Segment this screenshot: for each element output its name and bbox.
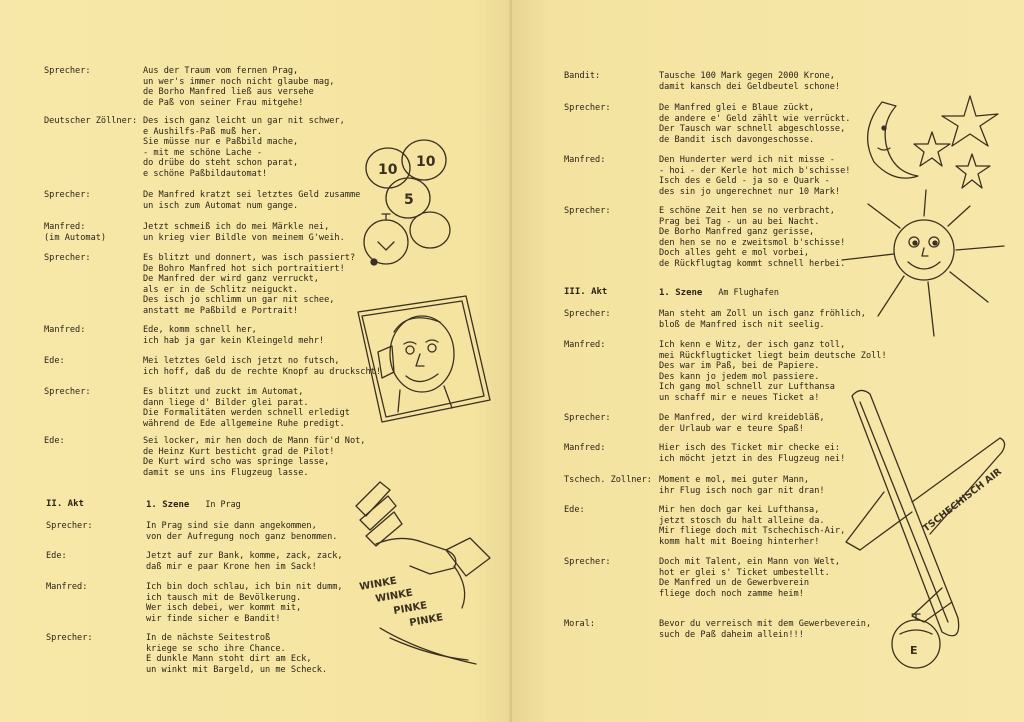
verse-line: - mit me schöne Lache - bbox=[143, 147, 262, 158]
verse-line: de Paß von seiner Frau mitgehe! bbox=[143, 97, 304, 108]
speaker-line: Manfred: bbox=[44, 325, 86, 335]
verse-line: In Prag sind sie dann angekommen, bbox=[146, 521, 317, 531]
speaker-line: Ede: bbox=[44, 356, 65, 366]
speaker-line: Ede: bbox=[46, 551, 67, 561]
speaker-line: Manfred: bbox=[564, 443, 606, 453]
verse-line: hot er glei s' Ticket umbestellt. bbox=[659, 567, 830, 578]
speaker-label bbox=[564, 413, 611, 424]
verse-line: Doch alles geht e mol vorbei, bbox=[659, 248, 810, 259]
drawing-caption: WINKE bbox=[374, 587, 414, 605]
verse-block bbox=[143, 387, 350, 429]
act-2-scene bbox=[146, 499, 241, 510]
verse-block bbox=[143, 253, 355, 317]
act-3-scene bbox=[659, 287, 779, 298]
speaker-line: Ede: bbox=[564, 505, 585, 515]
speaker-label bbox=[44, 387, 91, 398]
speaker-label bbox=[564, 103, 611, 114]
speaker-line: Moral: bbox=[564, 619, 596, 629]
verse-line: E dunkle Mann stoht dirt am Eck, bbox=[146, 654, 312, 665]
speaker-label bbox=[564, 505, 585, 516]
speaker-line: Sprecher: bbox=[564, 103, 611, 113]
speaker-label bbox=[44, 436, 65, 447]
speaker-line: Tschech. Zollner: bbox=[564, 475, 652, 485]
speaker-label bbox=[564, 340, 605, 351]
verse-block bbox=[143, 222, 345, 243]
speaker-label bbox=[564, 309, 611, 320]
verse-line: Jetzt schmeiß ich do mei Märkle nei, bbox=[143, 222, 330, 232]
verse-line: de Heinz Kurt besticht grad de Pilot! bbox=[143, 446, 335, 457]
verse-line: e Aushilfs-Paß muß her. bbox=[143, 126, 262, 137]
drawing-caption: PINKE bbox=[408, 612, 445, 629]
coin-label: 5 bbox=[404, 192, 414, 208]
speaker-label bbox=[46, 582, 87, 593]
verse-block bbox=[659, 103, 850, 145]
verse-line: Den Hunderter werd ich nit misse - bbox=[659, 155, 835, 165]
verse-line: Ich bin doch schlau, ich bin nit dumm, bbox=[146, 582, 343, 592]
speaker-line: Sprecher: bbox=[44, 253, 91, 263]
verse-block bbox=[659, 557, 840, 599]
act-2-heading: II. Akt bbox=[46, 499, 84, 509]
verse-line: In de nächste Seitestroß bbox=[146, 633, 271, 643]
speaker-label bbox=[564, 71, 600, 82]
speaker-line: Sprecher: bbox=[44, 190, 91, 200]
verse-line: den hen se no e zweitsmol b'schisse! bbox=[659, 237, 846, 248]
scene-place: In Prag bbox=[205, 499, 241, 509]
speaker-line: (im Automat) bbox=[44, 232, 107, 243]
speaker-label bbox=[564, 206, 611, 217]
verse-block bbox=[659, 475, 825, 496]
speaker-label bbox=[564, 557, 611, 568]
verse-line: des sin jo ungerechnet nur 10 Mark! bbox=[659, 186, 841, 197]
verse-block bbox=[659, 413, 825, 434]
verse-line: jetzt stosch du halt alleine da. bbox=[659, 515, 825, 526]
speaker-label bbox=[564, 619, 595, 630]
speaker-label bbox=[564, 475, 652, 486]
verse-line: ich hab ja gar kein Kleingeld mehr! bbox=[143, 335, 325, 346]
speaker-label bbox=[44, 222, 106, 243]
right-page bbox=[512, 0, 1024, 722]
verse-block bbox=[143, 356, 381, 377]
verse-line: Tausche 100 Mark gegen 2000 Krone, bbox=[659, 71, 835, 81]
verse-line: Des war im Paß, bei de Papiere. bbox=[659, 361, 820, 372]
speaker-label bbox=[564, 443, 605, 454]
speaker-line: Sprecher: bbox=[46, 633, 93, 643]
verse-block bbox=[659, 155, 850, 197]
verse-block bbox=[143, 436, 365, 478]
verse-block bbox=[659, 505, 845, 547]
verse-line: Jetzt auf zur Bank, komme, zack, zack, bbox=[146, 551, 343, 561]
speaker-label bbox=[44, 66, 91, 77]
verse-line: Moment e mol, mei guter Mann, bbox=[659, 475, 810, 485]
speaker-line: Sprecher: bbox=[564, 413, 611, 423]
speaker-label bbox=[44, 190, 91, 201]
speaker-line: Sprecher: bbox=[46, 521, 93, 531]
verse-line: De Bohro Manfred hot sich portraitiert! bbox=[143, 263, 345, 274]
verse-line: un winkt mit Bargeld, un me Scheck. bbox=[146, 664, 328, 675]
verse-line: e schöne Paßbildautomat! bbox=[143, 168, 268, 179]
verse-line: Hier isch des Ticket mir checke ei: bbox=[659, 443, 841, 453]
verse-line: Man steht am Zoll un isch ganz fröhlich, bbox=[659, 309, 866, 319]
hand-money-drawing bbox=[350, 478, 510, 668]
speaker-line: Sprecher: bbox=[44, 387, 91, 397]
verse-line: bloß de Manfred isch nit seelig. bbox=[659, 319, 825, 330]
speaker-line: Sprecher: bbox=[564, 309, 611, 319]
verse-line: Ich gang mol schnell zur Lufthansa bbox=[659, 382, 835, 393]
speaker-label bbox=[44, 116, 137, 127]
speaker-line: Manfred: bbox=[46, 582, 88, 592]
speaker-label bbox=[564, 155, 605, 166]
verse-line: anstatt me Paßbild e Portrait! bbox=[143, 305, 299, 316]
verse-line: Sie müsse nur e Paßbild mache, bbox=[143, 137, 299, 148]
verse-line: Des kann jo jedem mol passiere. bbox=[659, 371, 820, 382]
verse-line: un wer's immer noch nicht glaube mag, bbox=[143, 76, 335, 87]
verse-line: De Kurt wird scho was springe lasse, bbox=[143, 457, 330, 468]
speaker-label bbox=[44, 356, 65, 367]
coin-label: 10 bbox=[378, 162, 398, 178]
verse-line: un isch zum Automat num gange. bbox=[143, 200, 299, 211]
speaker-label bbox=[46, 551, 67, 562]
verse-line: von der Aufregung noch ganz benommen. bbox=[146, 531, 338, 542]
verse-line: Es blitzt und zuckt im Automat, bbox=[143, 387, 304, 397]
verse-line: Die Formalitäten werden schnell erledigt bbox=[143, 408, 350, 419]
verse-block bbox=[143, 325, 324, 346]
verse-line: Des isch ganz leicht un gar nit schwer, bbox=[143, 116, 345, 126]
airplane-drawing bbox=[830, 382, 1010, 672]
verse-block bbox=[146, 521, 337, 542]
speaker-line: Sprecher: bbox=[564, 557, 611, 567]
speaker-line: Manfred: bbox=[44, 222, 86, 232]
act-3-heading: III. Akt bbox=[564, 287, 608, 297]
verse-line: Aus der Traum vom fernen Prag, bbox=[143, 66, 299, 76]
verse-block bbox=[146, 633, 327, 675]
verse-block bbox=[143, 66, 334, 108]
verse-line: daß mir e paar Krone hen im Sack! bbox=[146, 561, 317, 572]
speaker-label bbox=[44, 253, 91, 264]
speaker-label bbox=[44, 325, 85, 336]
verse-line: Mei letztes Geld isch jetzt no futsch, bbox=[143, 356, 340, 366]
verse-line: Ich kenn e Witz, der isch ganz toll, bbox=[659, 340, 846, 350]
verse-line: such de Paß daheim allein!!! bbox=[659, 629, 804, 640]
verse-line: kriege se scho ihre Chance. bbox=[146, 643, 286, 654]
verse-block bbox=[143, 116, 345, 180]
scene-place: Am Flughafen bbox=[718, 287, 779, 297]
speaker-line: Ede: bbox=[44, 436, 65, 446]
verse-line: dann liege d' Bilder glei parat. bbox=[143, 397, 309, 408]
speaker-line: Bandit: bbox=[564, 71, 601, 81]
portrait-drawing bbox=[348, 292, 498, 432]
verse-line: fliege doch noch zamme heim! bbox=[659, 588, 804, 599]
sun-drawing bbox=[838, 186, 1008, 346]
verse-line: Sei locker, mir hen doch de Mann für'd Not, bbox=[143, 436, 366, 446]
verse-block bbox=[143, 190, 360, 211]
speaker-label bbox=[46, 633, 93, 644]
verse-line: Doch mit Talent, ein Mann von Welt, bbox=[659, 557, 841, 567]
verse-block bbox=[659, 71, 840, 92]
verse-line: un krieg vier Bildle von meinem G'weih. bbox=[143, 232, 345, 243]
verse-line: ich tausch mit de Bevölkerung. bbox=[146, 592, 302, 603]
speaker-label bbox=[46, 521, 93, 532]
speaker-line: Sprecher: bbox=[44, 66, 91, 76]
verse-block bbox=[659, 206, 845, 270]
verse-line: Bevor du verreisch mit dem Gewerbeverein, bbox=[659, 619, 872, 629]
verse-line: der Urlaub war e teure Spaß! bbox=[659, 423, 804, 434]
verse-line: de andere e' Geld zählt wie verrückt. bbox=[659, 113, 851, 124]
verse-line: De Manfred kratzt sei letztes Geld zusamme bbox=[143, 190, 361, 200]
verse-line: Mir fliege doch mit Tschechisch-Air, bbox=[659, 526, 846, 537]
verse-line: do drübe do steht schon parat, bbox=[143, 158, 299, 169]
verse-block bbox=[659, 443, 845, 464]
verse-line: mei Rückflugticket liegt beim deutsche Zoll! bbox=[659, 350, 887, 361]
verse-line: De Manfred glei e Blaue zückt, bbox=[659, 103, 815, 113]
speaker-line: Manfred: bbox=[564, 155, 606, 165]
verse-block bbox=[146, 582, 343, 624]
verse-line: als er in de Schlitz neiguckt. bbox=[143, 284, 299, 295]
coins-drawing bbox=[360, 138, 460, 278]
verse-line: damit kansch dei Geldbeutel schone! bbox=[659, 81, 841, 92]
verse-line: E schöne Zeit hen se no verbracht, bbox=[659, 206, 835, 216]
verse-line: de Rückflugtag kommt schnell herbei. bbox=[659, 258, 846, 269]
speaker-line: Deutscher Zöllner: bbox=[44, 116, 138, 126]
verse-line: Ede, komm schnell her, bbox=[143, 325, 257, 335]
verse-line: Der Tausch war schnell abgeschlosse, bbox=[659, 124, 846, 135]
verse-line: de Borho Manfred ließ aus versehe bbox=[143, 87, 314, 98]
verse-line: während de Ede allgemeine Ruhe predigt. bbox=[143, 418, 345, 429]
coin-label: 10 bbox=[416, 154, 436, 170]
verse-line: komm halt mit Boeing hinterher! bbox=[659, 536, 820, 547]
verse-line: Des isch jo schlimm un gar nit schee, bbox=[143, 295, 335, 306]
verse-block bbox=[146, 551, 343, 572]
verse-line: - hoi - der Kerle hot mich b'schisse! bbox=[659, 165, 851, 176]
verse-line: ihr Flug isch noch gar nit dran! bbox=[659, 485, 825, 496]
verse-line: Isch des e Geld - ja so e Quark - bbox=[659, 176, 830, 187]
verse-line: Wer isch debei, wer kommt mit, bbox=[146, 603, 302, 614]
plane-lettering: TSCHECHISCH AIR bbox=[921, 466, 1004, 535]
verse-block bbox=[659, 309, 866, 330]
drawing-caption: PINKE bbox=[392, 600, 429, 617]
verse-line: Prag bei Tag - un au bei Nacht. bbox=[659, 216, 820, 227]
verse-line: ich möcht jetzt in des Flugzeug nei! bbox=[659, 453, 846, 464]
verse-line: wir finde sicher e Bandit! bbox=[146, 613, 281, 624]
verse-line: De Manfred der wird ganz verruckt, bbox=[143, 274, 319, 285]
verse-line: De Borho Manfred ganz gerisse, bbox=[659, 227, 815, 238]
verse-line: Mir hen doch gar kei Lufthansa, bbox=[659, 505, 820, 515]
verse-line: ich hoff, daß du de rechte Knopf au druckscht! bbox=[143, 366, 381, 377]
scene-label: 1. Szene bbox=[659, 288, 703, 298]
speaker-line: Sprecher: bbox=[564, 206, 611, 216]
verse-line: Es blitzt und donnert, was isch passiert? bbox=[143, 253, 356, 263]
verse-line: de Bandit isch davongeschosse. bbox=[659, 134, 815, 145]
coin-label: E bbox=[910, 644, 918, 657]
speaker-line: Manfred: bbox=[564, 340, 606, 350]
verse-line: damit se uns ins Flugzeug lasse. bbox=[143, 467, 309, 478]
verse-line: un schaff mir e neues Ticket a! bbox=[659, 392, 820, 403]
verse-line: De Manfred un de Gewerbverein bbox=[659, 578, 810, 589]
drawing-caption: WINKE bbox=[358, 575, 398, 593]
verse-line: De Manfred, der wird kreidebläß, bbox=[659, 413, 825, 423]
scene-label: 1. Szene bbox=[146, 500, 190, 510]
